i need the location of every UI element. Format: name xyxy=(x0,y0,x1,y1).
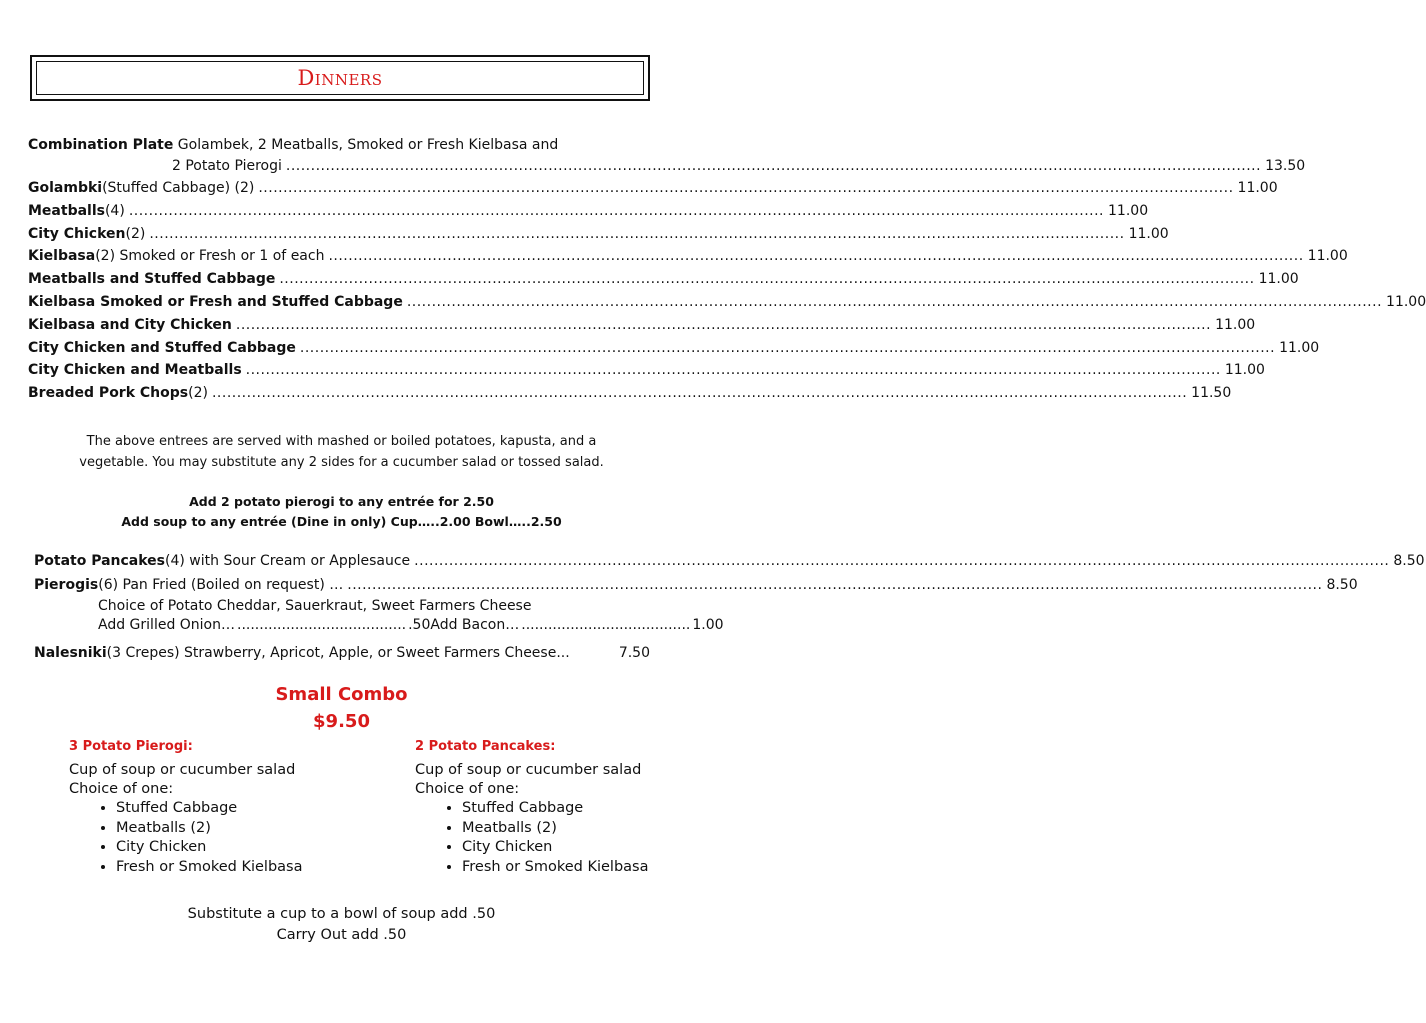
menu-item-nalesniki xyxy=(34,641,650,665)
menu-item-city-chicken xyxy=(28,223,1169,246)
menu-item-kielbasa xyxy=(28,245,1348,268)
item-name: Combination Plate xyxy=(28,137,174,153)
item-price: 11.00 xyxy=(1307,248,1348,265)
menu-item-city-chicken-meatballs xyxy=(28,359,1265,382)
dot-leader xyxy=(407,291,1382,314)
combo-heading xyxy=(0,681,683,735)
item-name: Kielbasa and City Chicken xyxy=(28,316,232,333)
list-item: • Stuffed Cabbage xyxy=(116,799,302,819)
menu-item-potato-pancakes xyxy=(34,549,1425,573)
footer-carry-out: Carry Out add .50 xyxy=(276,927,407,943)
item-price: 8.50 xyxy=(1326,577,1358,593)
dinners-list xyxy=(28,135,1426,405)
dot-leader: ...................................... xyxy=(521,617,691,633)
page-title: Dinners xyxy=(297,66,383,90)
list-item: • Fresh or Smoked Kielbasa xyxy=(116,858,302,878)
item-name: City Chicken and Meatballs xyxy=(28,362,242,379)
item-price: 11.00 xyxy=(1258,271,1299,288)
item-price: 11.00 xyxy=(1128,225,1169,242)
combo-option-pierogi xyxy=(69,737,302,877)
dot-leader xyxy=(286,156,1261,177)
item-price: 11.00 xyxy=(1386,293,1426,310)
footer-notes xyxy=(0,904,683,946)
dot-leader xyxy=(300,337,1275,360)
item-price: 11.00 xyxy=(1215,316,1256,333)
item-desc: (2) Smoked or Fresh or 1 of each xyxy=(95,248,325,265)
combo-choice-list xyxy=(415,799,648,877)
entree-note-line: The above entrees are served with mashed or boiled potatoes, kapusta, and a xyxy=(86,434,597,449)
add-grilled-onion: Add Grilled Onion… xyxy=(98,617,235,633)
dot-leader xyxy=(258,177,1233,200)
item-name: City Chicken xyxy=(28,225,126,242)
menu-item-pierogis xyxy=(34,573,1358,597)
list-item: • Fresh or Smoked Kielbasa xyxy=(462,858,648,878)
menu-item-golambki xyxy=(28,177,1278,200)
item-price: 11.00 xyxy=(1237,180,1278,196)
footer-soup-upgrade: Substitute a cup to a bowl of soup add .50 xyxy=(187,906,496,922)
extras-list xyxy=(34,549,1425,665)
item-name: Pierogis xyxy=(34,577,99,593)
pierogi-choice: Choice of Potato Cheddar, Sauerkraut, Sweet Farmers Cheese xyxy=(98,598,532,614)
item-name: Golambki xyxy=(28,180,103,196)
item-desc-2: 2 Potato Pierogi xyxy=(172,158,282,174)
grilled-onion-price: .50 xyxy=(408,617,431,633)
item-desc: (2) xyxy=(125,225,146,242)
item-price: 13.50 xyxy=(1265,158,1306,174)
item-desc: (2) xyxy=(188,385,208,402)
item-price: 7.50 xyxy=(618,645,650,661)
menu-item-kielbasa-stuffed-cabbage xyxy=(28,291,1426,314)
item-name: Potato Pancakes xyxy=(34,553,166,569)
item-name: City Chicken and Stuffed Cabbage xyxy=(28,339,296,356)
combo-option-soup: Cup of soup or cucumber salad xyxy=(415,762,642,778)
list-item: • Meatballs (2) xyxy=(116,819,302,839)
list-item: • City Chicken xyxy=(116,838,302,858)
combo-price: $9.50 xyxy=(313,711,370,732)
combo-option-choice: Choice of one: xyxy=(69,781,174,797)
item-name: Meatballs xyxy=(28,202,105,219)
title-frame xyxy=(36,61,644,95)
addon-pierogi-line: Add 2 potato pierogi to any entrée for 2.50 xyxy=(189,494,494,509)
dot-leader xyxy=(246,359,1221,382)
menu-item-breaded-pork-chops xyxy=(28,382,1232,405)
pierogi-addons xyxy=(34,616,724,635)
combo-title: Small Combo xyxy=(275,684,408,705)
list-item: • City Chicken xyxy=(462,838,648,858)
bacon-price: 1.00 xyxy=(692,617,724,633)
title-box xyxy=(30,55,650,101)
item-name: Kielbasa xyxy=(28,248,96,265)
list-item: • Meatballs (2) xyxy=(462,819,648,839)
combo-choice-list xyxy=(69,799,302,877)
menu-item-meatballs-stuffed-cabbage xyxy=(28,268,1299,291)
dot-leader: ...................................... xyxy=(237,617,407,633)
dot-leader xyxy=(279,268,1254,291)
item-name: Meatballs and Stuffed Cabbage xyxy=(28,271,276,288)
combo-option-soup: Cup of soup or cucumber salad xyxy=(69,762,296,778)
add-bacon: Add Bacon… xyxy=(430,617,520,633)
dot-leader xyxy=(129,200,1104,223)
item-price: 11.50 xyxy=(1191,385,1232,402)
addon-soup-line: Add soup to any entrée (Dine in only) Cup…..2.00 Bowl…..2.50 xyxy=(121,514,562,529)
dot-leader xyxy=(414,549,1389,573)
item-desc: (4) xyxy=(104,202,125,219)
combo-option-title: 3 Potato Pierogi: xyxy=(69,739,193,754)
item-desc: (4) with Sour Cream or Applesauce xyxy=(165,553,411,569)
item-desc: Golambek, 2 Meatballs, Smoked or Fresh Kielbasa and xyxy=(173,137,559,153)
dot-leader xyxy=(212,382,1187,405)
item-name: Kielbasa Smoked or Fresh and Stuffed Cabbage xyxy=(28,293,403,310)
entree-note xyxy=(0,431,683,473)
item-price: 11.00 xyxy=(1224,362,1265,379)
item-price: 8.50 xyxy=(1393,553,1425,569)
item-desc: (6) Pan Fried (Boiled on request) … xyxy=(98,577,344,593)
dot-leader xyxy=(236,314,1211,337)
menu-item-combination-plate xyxy=(28,135,1306,177)
menu-item-city-chicken-stuffed-cabbage xyxy=(28,337,1320,360)
item-name: Nalesniki xyxy=(34,645,107,661)
dot-leader xyxy=(149,223,1124,246)
item-price: 11.00 xyxy=(1279,339,1320,356)
list-item: • Stuffed Cabbage xyxy=(462,799,648,819)
dot-leader xyxy=(347,573,1322,597)
entree-note-line: vegetable. You may substitute any 2 sides for a cucumber salad or tossed salad. xyxy=(79,455,604,470)
item-name: Breaded Pork Chops xyxy=(28,385,189,402)
dot-leader xyxy=(328,245,1303,268)
combo-option-choice: Choice of one: xyxy=(415,781,520,797)
addons-note xyxy=(0,492,683,532)
menu-item-meatballs xyxy=(28,200,1149,223)
item-desc: (Stuffed Cabbage) (2) xyxy=(102,180,255,196)
combo-option-pancakes xyxy=(415,737,648,877)
item-desc: (3 Crepes) Strawberry, Apricot, Apple, or Sweet Farmers Cheese... xyxy=(106,645,570,661)
combo-option-title: 2 Potato Pancakes: xyxy=(415,739,556,754)
item-price: 11.00 xyxy=(1108,202,1149,219)
menu-item-kielbasa-city-chicken xyxy=(28,314,1256,337)
